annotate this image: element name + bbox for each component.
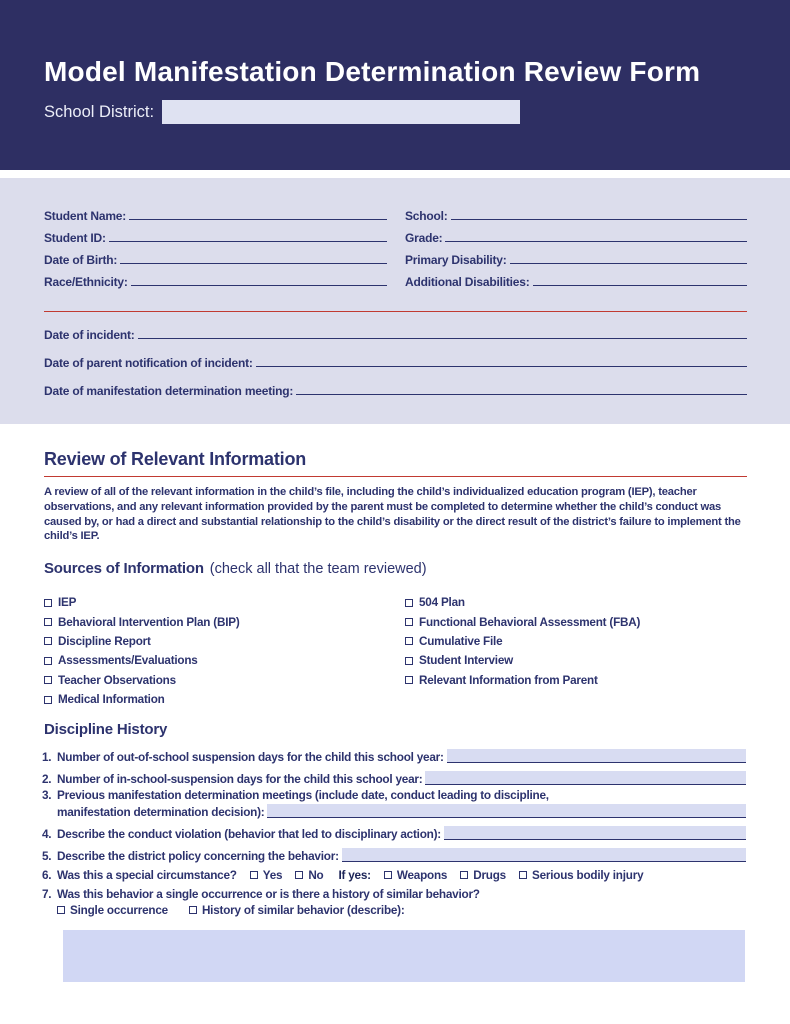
- checkbox-label: IEP: [58, 596, 77, 610]
- sources-left-column: [44, 593, 394, 709]
- field-row: [44, 342, 747, 370]
- field-row: [405, 201, 747, 223]
- item-number: 6.: [42, 868, 52, 882]
- checkbox-label: Student Interview: [419, 654, 514, 668]
- grade-blank[interactable]: [445, 240, 747, 242]
- suspension-days-field[interactable]: [447, 749, 746, 763]
- item-number: 2.: [42, 772, 52, 786]
- field-label: Date of parent notification of incident:: [44, 356, 253, 370]
- primary-disability-blank[interactable]: [510, 262, 747, 264]
- red-divider: [44, 311, 747, 312]
- checkbox-group-history-of-behavior: [189, 904, 405, 917]
- checkbox-row: [44, 593, 394, 612]
- discipline-item-5: [42, 843, 746, 863]
- item-label: Describe the district policy concerning the behavior:: [57, 849, 339, 863]
- incident-dates-block: [44, 314, 747, 398]
- in-school-suspension-days-field[interactable]: [425, 771, 746, 785]
- checkbox-row: [44, 690, 394, 709]
- if-yes-label: If yes:: [338, 868, 371, 882]
- checkbox[interactable]: [189, 906, 197, 914]
- field-label: Additional Disabilities:: [405, 275, 530, 289]
- item-number: 7.: [42, 887, 52, 901]
- field-row: [405, 245, 747, 267]
- discipline-item-3: [42, 788, 746, 819]
- school-district-label: School District:: [44, 102, 155, 121]
- student-name-blank[interactable]: [129, 218, 387, 220]
- checkbox[interactable]: [44, 696, 52, 704]
- checkbox-row: [44, 671, 394, 690]
- item-label: Previous manifestation determination meetings (include date, conduct leading to discipline,: [57, 788, 549, 802]
- item-label: Was this a special circumstance?: [57, 868, 237, 882]
- field-label: Date of incident:: [44, 328, 135, 342]
- field-row: [44, 370, 747, 398]
- field-label: Student Name:: [44, 209, 127, 223]
- checkbox[interactable]: [405, 657, 413, 665]
- discipline-item-7: [42, 887, 746, 918]
- field-row: [44, 267, 387, 289]
- checkbox-label: No: [308, 868, 324, 882]
- checkbox-label: Medical Information: [58, 693, 165, 707]
- field-label: Primary Disability:: [405, 253, 507, 267]
- item-number: 4.: [42, 827, 52, 841]
- review-section-heading: Review of Relevant Information: [44, 449, 747, 477]
- student-id-blank[interactable]: [109, 240, 387, 242]
- sources-heading: Sources of Information: [44, 560, 204, 577]
- checkbox-row: [405, 671, 748, 690]
- item-number: 3.: [42, 788, 52, 802]
- checkbox-label: Discipline Report: [58, 634, 151, 648]
- checkbox-label: Behavioral Intervention Plan (BIP): [58, 615, 240, 629]
- discipline-item-6: [42, 865, 746, 885]
- checkbox-label: Cumulative File: [419, 634, 503, 648]
- item-label: Number of out-of-school suspension days for the child this school year:: [57, 750, 444, 764]
- discipline-history-heading: Discipline History: [44, 721, 168, 738]
- checkbox[interactable]: [405, 637, 413, 645]
- previous-meetings-field[interactable]: [267, 804, 746, 818]
- checkbox[interactable]: [405, 676, 413, 684]
- school-district-input[interactable]: [162, 100, 520, 124]
- school-blank[interactable]: [451, 218, 747, 220]
- student-info-panel: [0, 178, 790, 424]
- checkbox[interactable]: [295, 871, 303, 879]
- field-row: [405, 223, 747, 245]
- item-label: Number of in-school-suspension days for the child this school year:: [57, 772, 423, 786]
- discipline-item-2: [42, 766, 746, 786]
- field-row: [44, 223, 387, 245]
- item-label: manifestation determination decision):: [57, 805, 265, 819]
- item-label: Was this behavior a single occurrence or is there a history of similar behavior?: [57, 887, 480, 901]
- field-label: Student ID:: [44, 231, 106, 245]
- checkbox[interactable]: [519, 871, 527, 879]
- date-manifestation-meeting-blank[interactable]: [296, 393, 747, 395]
- item-number: 1.: [42, 750, 52, 764]
- discipline-items: [42, 744, 746, 920]
- checkbox-label: History of similar behavior (describe):: [201, 903, 405, 917]
- checkbox-label: Drugs: [473, 868, 506, 882]
- conduct-violation-field[interactable]: [444, 826, 746, 840]
- checkbox[interactable]: [460, 871, 468, 879]
- checkbox-row: [44, 632, 394, 651]
- date-of-incident-blank[interactable]: [138, 337, 747, 339]
- header-band: [0, 0, 790, 170]
- checkbox[interactable]: [44, 657, 52, 665]
- field-label: Date of manifestation determination meeting:: [44, 384, 294, 398]
- checkbox-label: Relevant Information from Parent: [419, 673, 598, 687]
- checkbox[interactable]: [44, 676, 52, 684]
- field-label: Date of Birth:: [44, 253, 118, 267]
- sources-right-column: [405, 593, 748, 690]
- sources-note: (check all that the team reviewed): [209, 561, 427, 577]
- checkbox-label: Single occurrence: [70, 903, 168, 917]
- discipline-item-1: [42, 744, 746, 764]
- checkbox-group-weapons: [384, 869, 447, 882]
- sources-heading-row: [44, 560, 427, 577]
- checkbox[interactable]: [44, 599, 52, 607]
- field-row: [44, 201, 387, 223]
- item-number: 5.: [42, 849, 52, 863]
- behavior-description-textarea[interactable]: [63, 930, 745, 982]
- checkbox-group-no: [295, 869, 323, 882]
- checkbox-row: [405, 651, 748, 670]
- date-parent-notification-blank[interactable]: [256, 365, 747, 367]
- field-label: Race/Ethnicity:: [44, 275, 128, 289]
- checkbox-row: [405, 593, 748, 612]
- item-label: Describe the conduct violation (behavior that led to disciplinary action):: [57, 827, 441, 841]
- field-label: Grade:: [405, 231, 443, 245]
- review-paragraph: A review of all of the relevant information in the child’s file, including the child’s individualized education program (IEP), teacher observations, and any relevant information provided by the parent must be completed to determine whether the child’s conduct was caused by, or had a direct and substantial relationship to the child’s disability or the direct result of the district’s failure to implement the child’s IEP.: [44, 486, 741, 543]
- checkbox-group-drugs: [460, 869, 506, 882]
- checkbox[interactable]: [44, 618, 52, 626]
- student-info-left-column: [44, 201, 387, 289]
- checkbox-label: Teacher Observations: [58, 673, 176, 687]
- checkbox-row: [405, 612, 748, 631]
- field-row: [405, 267, 747, 289]
- discipline-item-4: [42, 821, 746, 841]
- checkbox-group-yes: [250, 869, 283, 882]
- checkbox[interactable]: [384, 871, 392, 879]
- form-title: Model Manifestation Determination Review Form: [44, 56, 701, 87]
- date-of-birth-blank[interactable]: [120, 262, 387, 264]
- checkbox-label: Weapons: [396, 868, 448, 882]
- checkbox-label: Serious bodily injury: [531, 868, 644, 882]
- checkbox-row: [44, 651, 394, 670]
- additional-disabilities-blank[interactable]: [533, 284, 747, 286]
- checkbox-label: Assessments/Evaluations: [58, 654, 198, 668]
- race-ethnicity-blank[interactable]: [131, 284, 387, 286]
- district-policy-field[interactable]: [342, 848, 746, 862]
- field-row: [44, 314, 747, 342]
- field-label: School:: [405, 209, 448, 223]
- checkbox-label: 504 Plan: [419, 596, 465, 610]
- checkbox-label: Yes: [262, 868, 283, 882]
- checkbox[interactable]: [57, 906, 65, 914]
- checkbox-row: [44, 612, 394, 631]
- school-district-row: [44, 100, 520, 124]
- student-info-right-column: [405, 201, 747, 289]
- checkbox[interactable]: [250, 871, 258, 879]
- checkbox-group-single-occurrence: [57, 904, 168, 917]
- checkbox-label: Functional Behavioral Assessment (FBA): [419, 615, 641, 629]
- checkbox[interactable]: [405, 618, 413, 626]
- field-row: [44, 245, 387, 267]
- checkbox-row: [405, 632, 748, 651]
- checkbox[interactable]: [405, 599, 413, 607]
- checkbox-group-serious-bodily-injury: [519, 869, 643, 882]
- checkbox[interactable]: [44, 637, 52, 645]
